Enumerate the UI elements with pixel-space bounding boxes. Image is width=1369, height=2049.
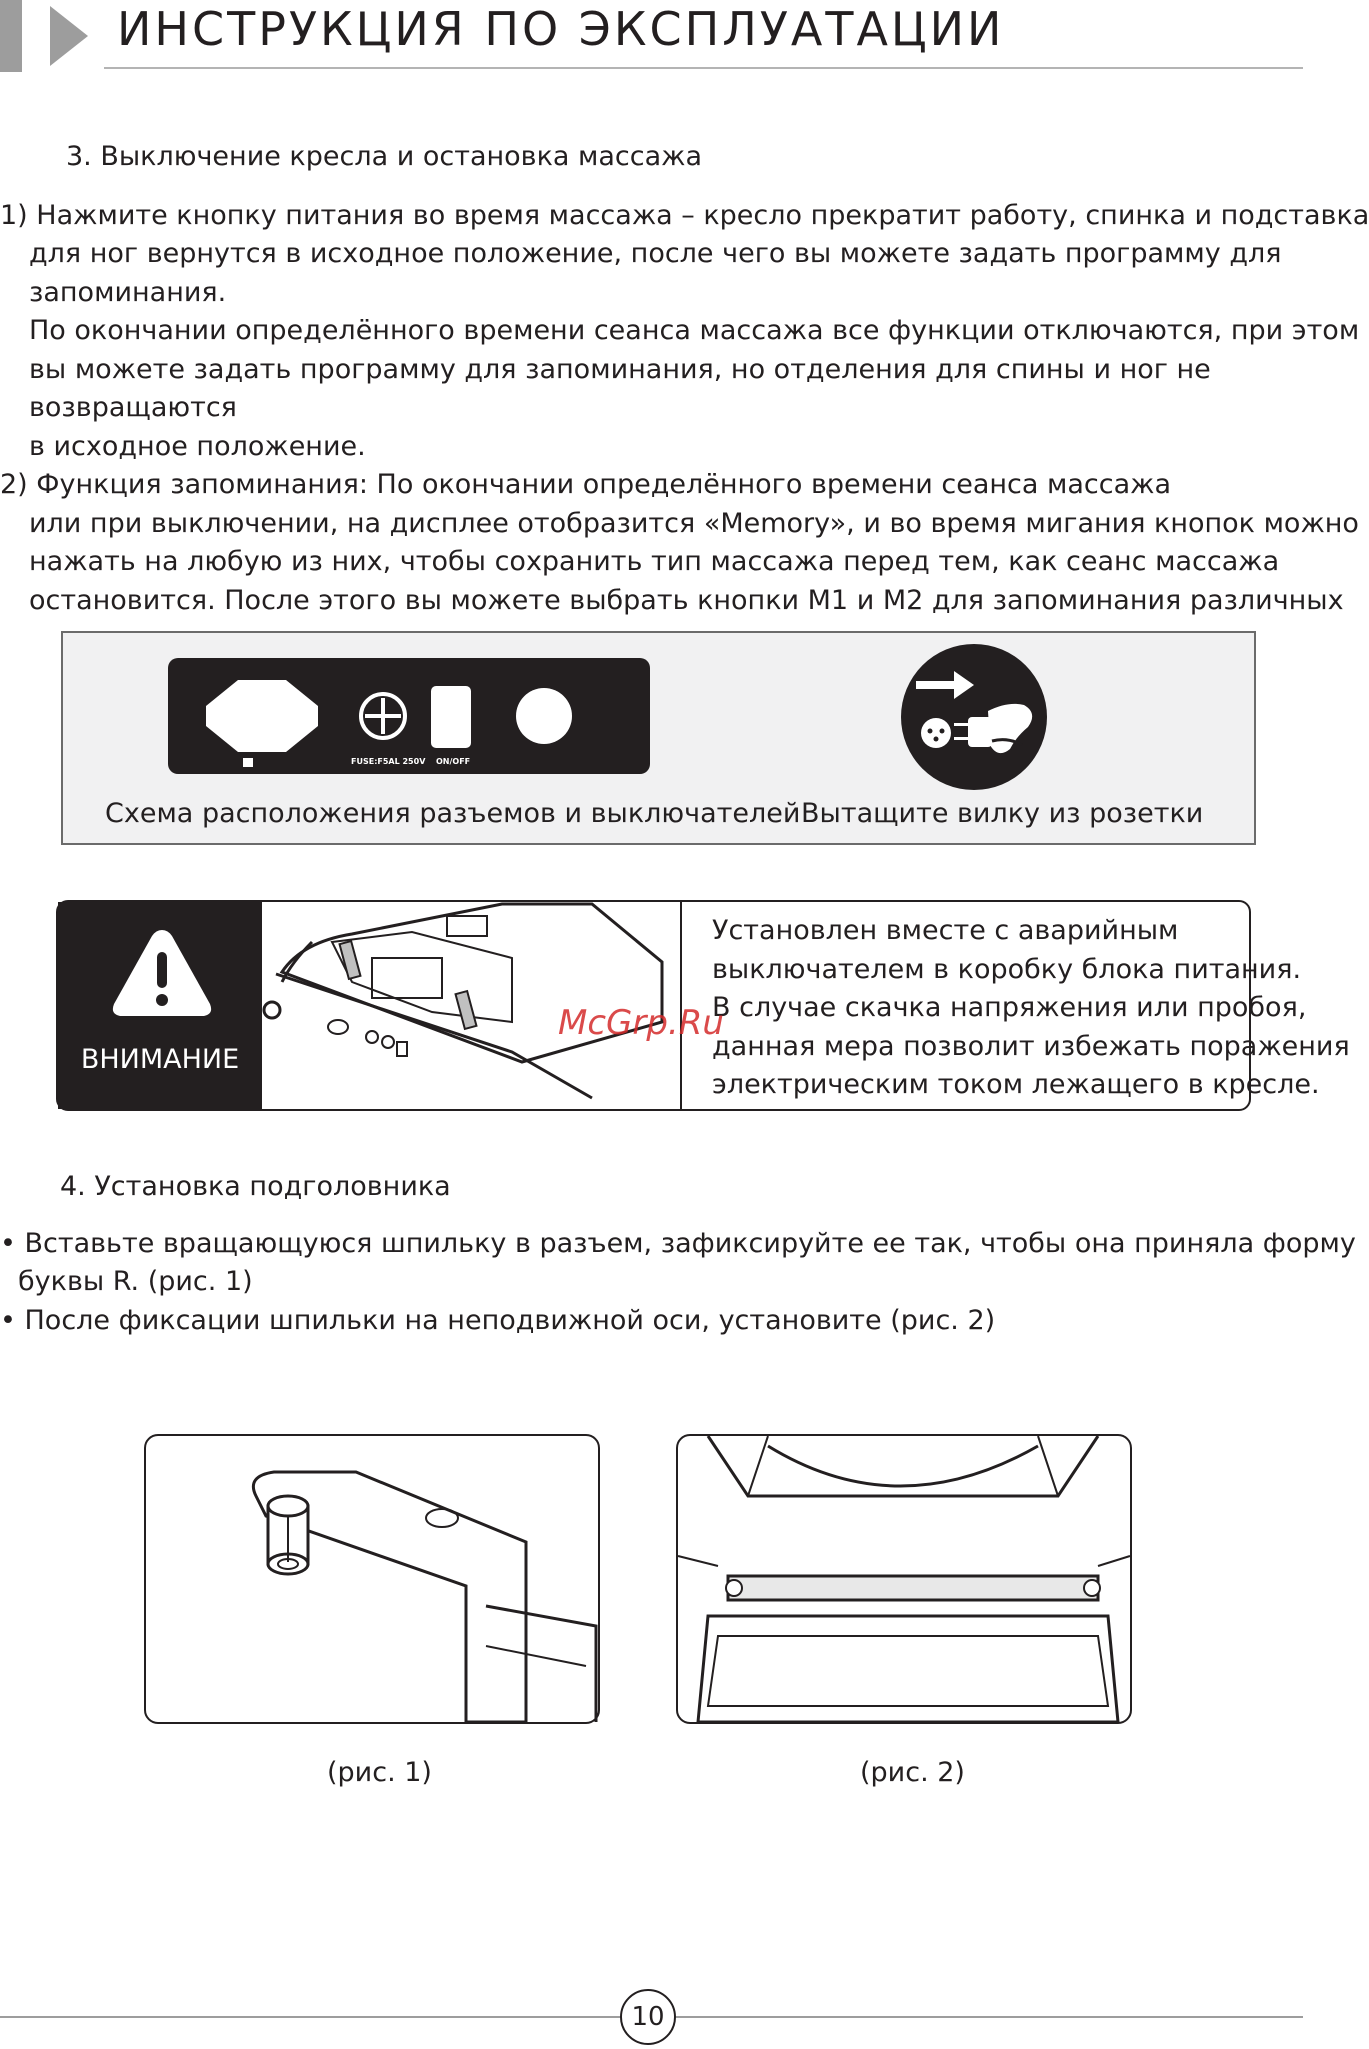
page-number: 10 bbox=[620, 1989, 676, 2045]
headrest-figure-1 bbox=[144, 1434, 600, 1724]
paragraph-line: в исходное положение. bbox=[29, 431, 366, 462]
paragraph-line: или при выключении, на дисплее отобразится «Memory», и во время мигания кнопок можно bbox=[29, 508, 1359, 539]
plug-symbol-icon bbox=[243, 758, 253, 767]
paragraph-line: • Вставьте вращающуюся шпильку в разъем, зафиксируйте ее так, чтобы она приняла форму bbox=[0, 1228, 1356, 1259]
headrest-drawing bbox=[678, 1436, 1130, 1722]
warning-badge bbox=[58, 902, 262, 1109]
warning-line: выключателем в коробку блока питания. bbox=[712, 953, 1302, 985]
warning-line: данная мера позволит избежать поражения bbox=[712, 1030, 1350, 1062]
header-divider bbox=[104, 67, 1303, 69]
power-socket-icon bbox=[206, 680, 318, 752]
paragraph-line: По окончании определённого времени сеанса массажа все функции отключаются, при этом bbox=[29, 315, 1360, 346]
section4-title: 4. Установка подголовника bbox=[60, 1171, 451, 1202]
paragraph-line: нажать на любую из них, чтобы сохранить тип массажа перед тем, как сеанс массажа bbox=[29, 546, 1280, 577]
pin-drawing bbox=[146, 1436, 598, 1722]
paragraph-line: • После фиксации шпильки на неподвижной оси, установите (рис. 2) bbox=[0, 1305, 996, 1336]
footer-line-right bbox=[676, 2016, 1303, 2018]
switch-label: ON/OFF bbox=[436, 757, 471, 766]
warning-label: ВНИМАНИЕ bbox=[80, 1044, 240, 1075]
unplug-caption: Вытащите вилку из розетки bbox=[801, 798, 1204, 829]
warning-line: В случае скачка напряжения или пробоя, bbox=[712, 992, 1307, 1023]
header-arrow-icon bbox=[50, 6, 88, 66]
paragraph-line: 2) Функция запоминания: По окончании определённого времени сеанса массажа bbox=[0, 469, 1172, 500]
warning-line: Установлен вместе с аварийным bbox=[712, 915, 1179, 946]
paragraph-line: буквы R. (рис. 1) bbox=[18, 1266, 253, 1297]
unplug-icon bbox=[898, 641, 1050, 793]
paragraph-line: возвращаются bbox=[29, 392, 237, 423]
watermark: McGrp.Ru bbox=[558, 1003, 724, 1043]
paragraph-line: запоминания. bbox=[29, 277, 227, 308]
paragraph-line: 1) Нажмите кнопку питания во время массажа – кресло прекратит работу, спинка и подставка bbox=[0, 200, 1369, 231]
round-socket-icon bbox=[516, 688, 572, 744]
warning-line: электрическим током лежащего в кресле. bbox=[712, 1069, 1320, 1100]
connector-caption: Схема расположения разъемов и выключателей bbox=[105, 798, 801, 829]
section3-title: 3. Выключение кресла и остановка массажа bbox=[66, 141, 703, 172]
headrest-figure-2 bbox=[676, 1434, 1132, 1724]
fuse-label: FUSE:F5AL 250V bbox=[351, 757, 426, 766]
paragraph-line: остановится. После этого вы можете выбрать кнопки M1 и M2 для запоминания различных bbox=[29, 585, 1344, 616]
paragraph-line: вы можете задать программу для запоминания, но отделения для спины и ног не bbox=[29, 354, 1211, 385]
warning-text bbox=[712, 912, 1350, 1105]
connector-panel bbox=[168, 658, 650, 774]
warning-icon bbox=[110, 926, 214, 1020]
page-title: ИНСТРУКЦИЯ ПО ЭКСПЛУАТАЦИИ bbox=[117, 2, 1005, 56]
figure1-caption: (рис. 1) bbox=[327, 1757, 432, 1788]
on-off-switch-icon bbox=[431, 686, 471, 748]
figure2-caption: (рис. 2) bbox=[860, 1757, 965, 1788]
header-bar bbox=[0, 0, 22, 72]
paragraph-line: для ног вернутся в исходное положение, после чего вы можете задать программу для bbox=[29, 238, 1282, 269]
footer-line-left bbox=[0, 2016, 620, 2018]
